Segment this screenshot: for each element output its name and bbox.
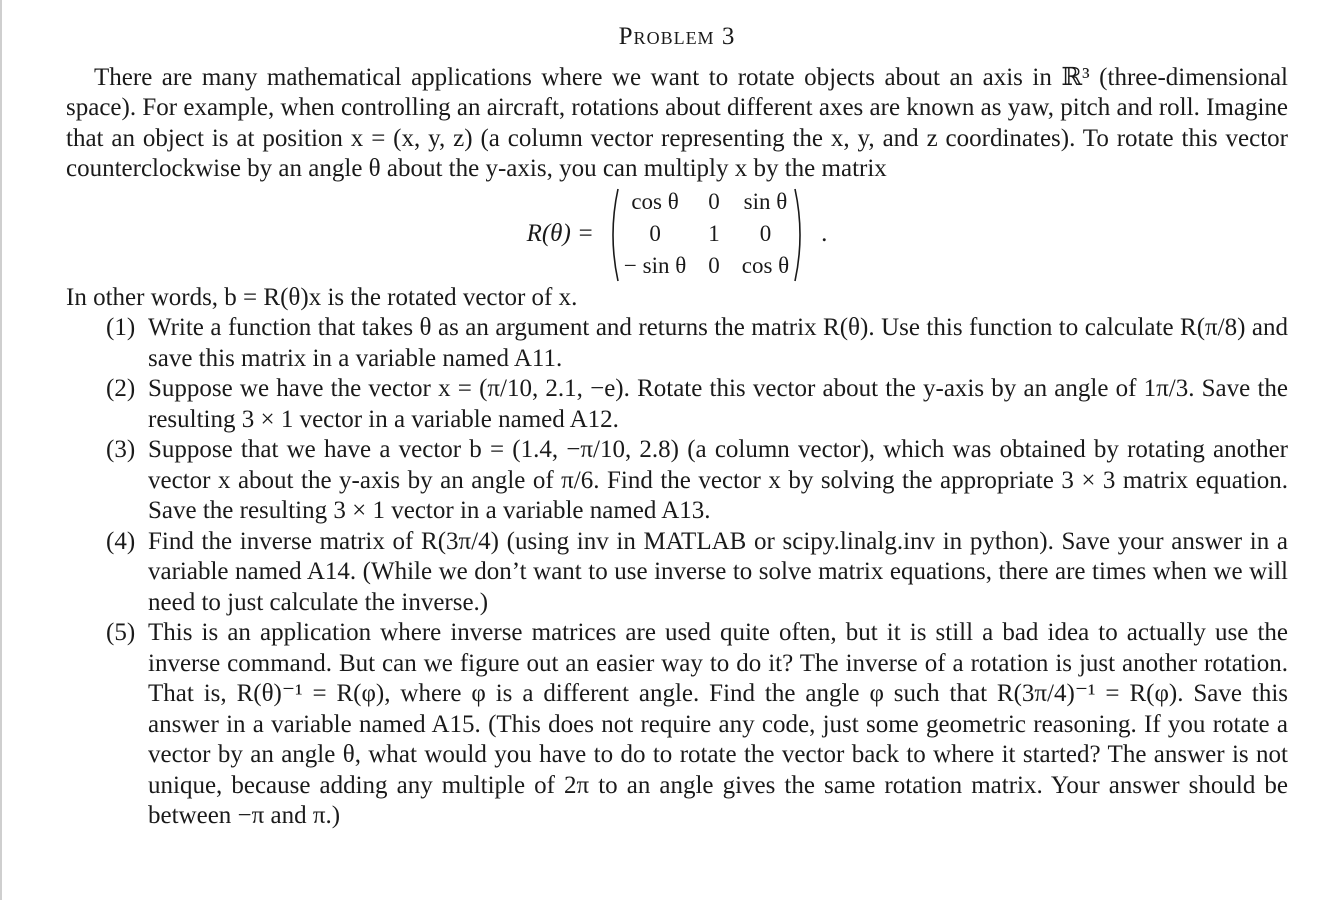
rotation-matrix-equation	[66, 187, 1288, 283]
matrix-lhs: R(θ) =	[526, 220, 594, 248]
rotation-matrix	[606, 187, 807, 283]
list-item	[106, 313, 1288, 374]
item-number: (5)	[106, 619, 136, 646]
page-left-border	[0, 0, 2, 900]
left-paren	[606, 187, 620, 283]
matrix-cell: cos θ	[741, 252, 790, 278]
matrix-cell: − sin θ	[623, 252, 687, 278]
item-number: (3)	[106, 436, 136, 463]
list-item	[106, 435, 1288, 527]
list-item	[106, 618, 1288, 832]
problem-page	[66, 22, 1288, 832]
matrix-cell: 0	[759, 220, 772, 246]
list-item	[106, 374, 1288, 435]
matrix-cell: sin θ	[743, 188, 788, 214]
after-matrix-text: In other words, b = R(θ)x is the rotated vector of x.	[66, 283, 578, 311]
intro-paragraph: There are many mathematical applications where we want to rotate objects about an axis in ℝ³ (three-dimensional space). For example, when controlling an aircraft, rotations about different axes are known as yaw, pitch and roll. Imagine that an object is at position x = (x, y, z) (a column vector representing the x, y, and z coordinates). To rotate this vector counterclockwise by an angle θ about the y-axis, you can multiply x by the matrix	[66, 63, 1288, 182]
item-text: Suppose that we have a vector b = (1.4, −π/10, 2.8) (a column vector), which was obtained by rotating another vector x about the y-axis by an angle of π/6. Find the vector x by solving the appropriate 3 × 3 matrix equation. Save the resulting 3 × 1 vector in a variable named A13.	[148, 436, 1288, 524]
problem-title: Problem 3	[618, 23, 736, 50]
item-number: (2)	[106, 375, 136, 402]
item-number: (4)	[106, 527, 136, 555]
matrix-grid	[620, 187, 793, 283]
right-paren	[793, 187, 807, 283]
matrix-trailing-period: .	[821, 220, 828, 248]
item-text: Write a function that takes θ as an argument and returns the matrix R(θ). Use this function to calculate R(π/8) and save this matrix in a variable named A11.	[148, 314, 1288, 372]
item-text: This is an application where inverse matrices are used quite often, but it is still a bad idea to actually use the inverse command. But can we figure out an easier way to do it? The inverse of a rotation is just another rotation. That is, R(θ)⁻¹ = R(φ), where φ is a different angle. Find the angle φ such that R(3π/4)⁻¹ = R(φ). Save this answer in a variable named A15. (This does not require any code, just some geometric reasoning. If you rotate a vector by an angle θ, what would you have to do to rotate the vector back to where it started? The answer is not unique, because adding any multiple of 2π to an angle gives the same rotation matrix. Your answer should be between −π and π.)	[148, 619, 1288, 829]
list-item	[106, 527, 1288, 619]
matrix-cell: 0	[649, 220, 661, 246]
item-text: Find the inverse matrix of R(3π/4) (using inv in MATLAB or scipy.linalg.inv in python). Save your answer in a variable named A14. (While we don’t want to use inverse to solve matrix equations, there are times when we will need to just calculate the inverse.)	[148, 527, 1288, 616]
item-number: (1)	[106, 314, 136, 341]
matrix-cell: 0	[708, 252, 720, 278]
item-text: Suppose we have the vector x = (π/10, 2.1, −e). Rotate this vector about the y-axis by an angle of 1π/3. Save the resulting 3 × 1 vector in a variable named A12.	[148, 375, 1288, 433]
matrix-cell: cos θ	[631, 188, 679, 214]
task-list	[66, 313, 1288, 832]
matrix-cell: 1	[708, 220, 720, 246]
matrix-cell: 0	[708, 188, 720, 214]
